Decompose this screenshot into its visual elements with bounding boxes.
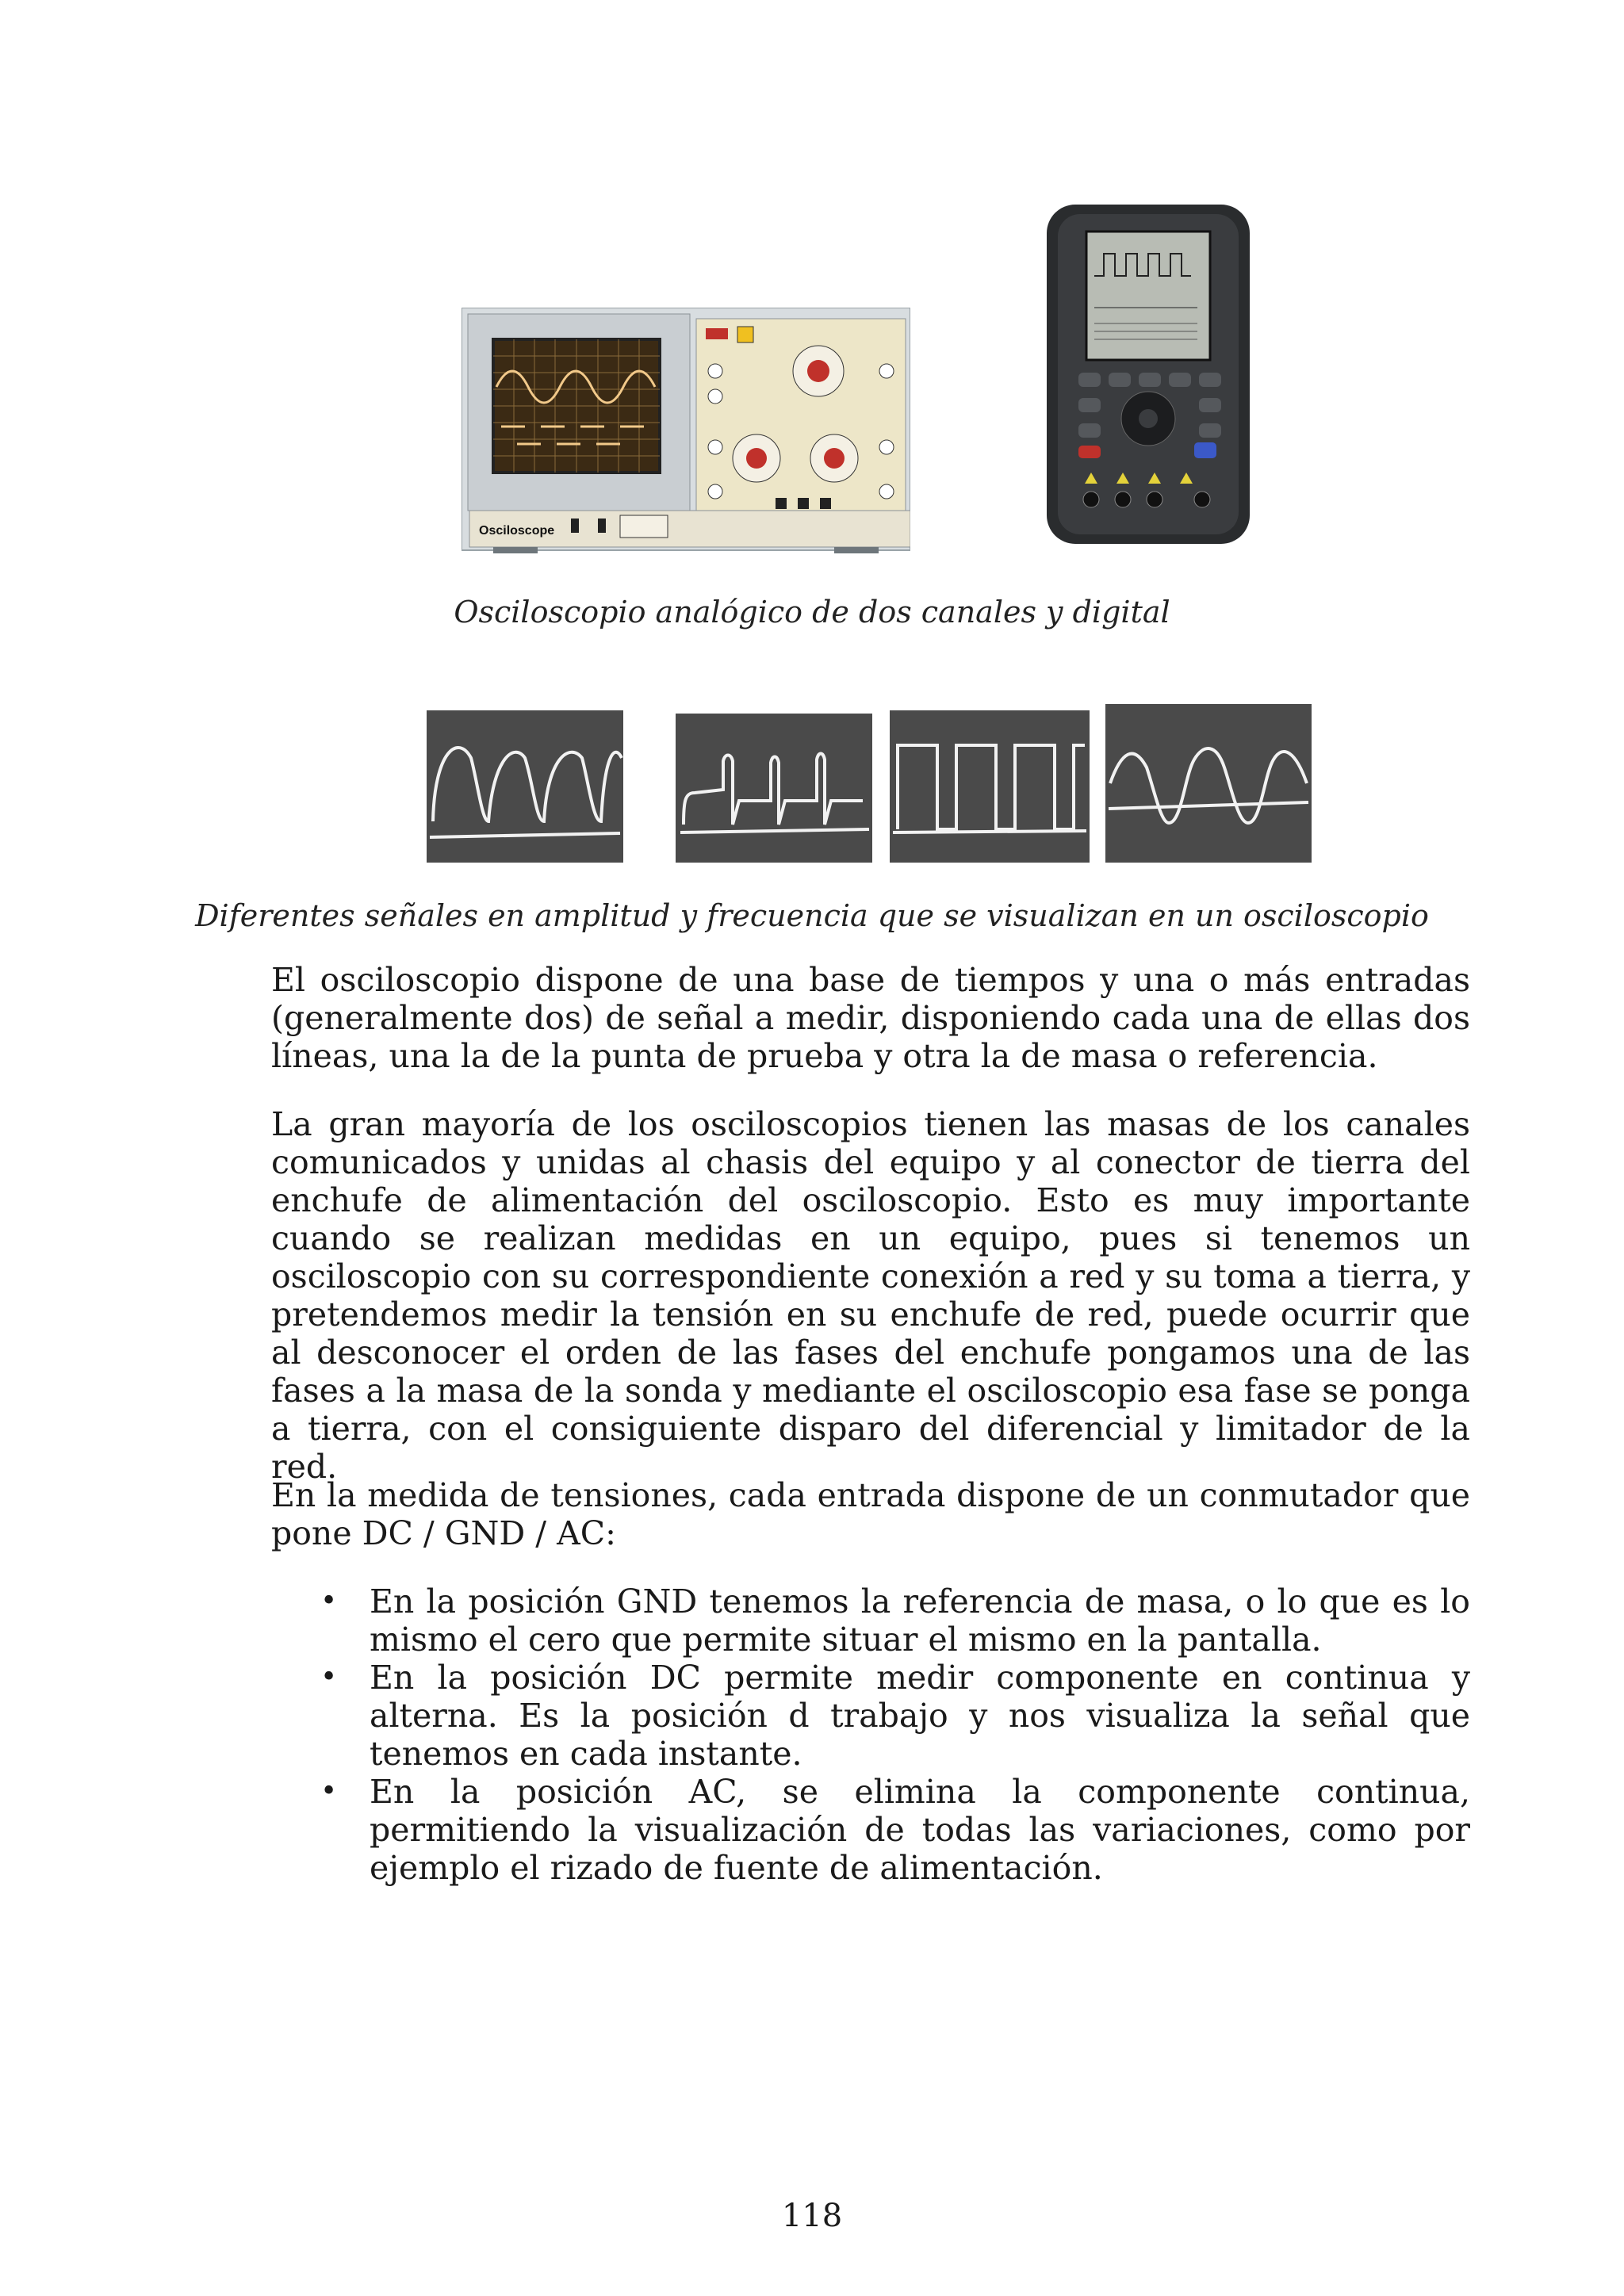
paragraph-3-text: En la medida de tensiones, cada entrada dispone de un conmutador que pone DC / GND / AC: — [271, 1476, 1470, 1552]
handheld-digital-oscilloscope-icon — [1047, 205, 1250, 544]
square-waveform-icon — [890, 710, 1090, 863]
analog-oscilloscope-icon — [462, 308, 910, 555]
paragraph-3 — [271, 1476, 1470, 1552]
figure2-caption: Diferentes señales en amplitud y frecuencia que se visualizan en un osciloscopio — [195, 898, 1429, 933]
bullet-glyph: • — [320, 1661, 338, 1693]
rounded-pulse-waveform-icon — [427, 710, 623, 863]
waveform-trace-2 — [676, 714, 872, 863]
distorted-sine-waveform-icon — [1105, 704, 1312, 863]
bullet-glyph: • — [320, 1775, 338, 1808]
dc-gnd-ac-list — [271, 1582, 1470, 1887]
paragraph-2 — [271, 1105, 1470, 1486]
list-item — [271, 1582, 1470, 1659]
list-item-text: En la posición DC permite medir componente en continua y alterna. Es la posición d trabajo y nos visualiza la señal que tenemos en cada instante. — [370, 1659, 1470, 1773]
stepped-square-waveform-icon — [676, 714, 872, 863]
list-item — [271, 1773, 1470, 1887]
waveform-trace-4 — [1105, 704, 1312, 863]
waveform-trace-3 — [890, 710, 1090, 863]
paragraph-1 — [271, 961, 1470, 1075]
paragraph-2-text: La gran mayoría de los osciloscopios tienen las masas de los canales comunicados y unidas al chasis del equipo y al conector de tierra del enchufe de alimentación del osciloscopio. Esto es muy importante cuando se realizan medidas en un equipo, pues si tenemos un osciloscopio con su correspondiente conexión a red y su toma a tierra, y pretendemos medir la tensión en su enchufe de red, puede ocurrir que al desconocer el orden de las fases del enchufe pongamos una de las fases a la masa de la sonda y mediante el osciloscopio esa fase se ponga a tierra, con el consiguiente disparo del diferencial y limitador de la red. — [271, 1105, 1470, 1486]
page-number: 118 — [781, 2198, 843, 2234]
bullet-glyph: • — [320, 1585, 338, 1617]
list-item-text: En la posición AC, se elimina la componente continua, permitiendo la visualización de todas las variaciones, como por ejemplo el rizado de fuente de alimentación. — [370, 1773, 1470, 1887]
list-item-text: En la posición GND tenemos la referencia de masa, o lo que es lo mismo el cero que permite situar el mismo en la pantalla. — [370, 1582, 1470, 1659]
waveform-trace-1 — [427, 710, 623, 863]
digital-oscilloscope-image — [1047, 205, 1250, 544]
analog-oscilloscope-image — [462, 308, 910, 555]
list-item — [271, 1659, 1470, 1773]
analog-scope-panel-label: Osciloscope — [479, 524, 555, 538]
figure1-caption: Osciloscopio analógico de dos canales y digital — [454, 595, 1170, 629]
paragraph-1-text: El osciloscopio dispone de una base de tiempos y una o más entradas (generalmente dos) de señal a medir, disponiendo cada una de ellas dos líneas, una la de la punta de prueba y otra la de masa o referencia. — [271, 961, 1470, 1075]
